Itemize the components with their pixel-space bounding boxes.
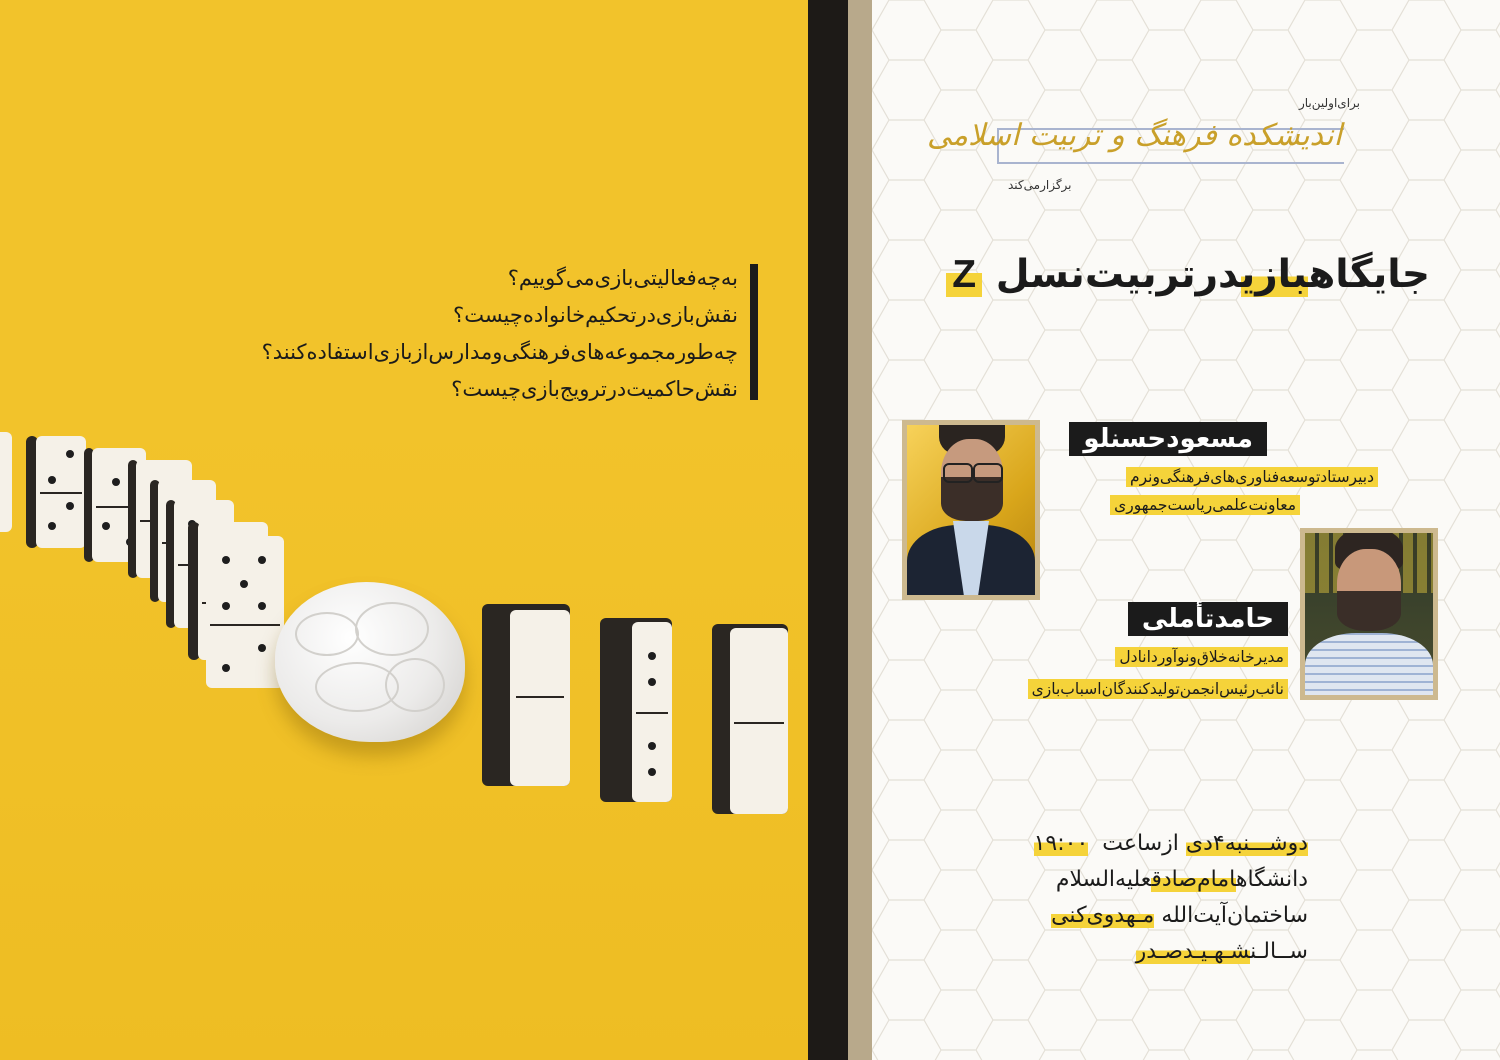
question-item: چه‌طور‌مجموعه‌های‌فرهنگی‌ومدارس‌از‌بازی‌استفاده‌کنند؟ [261,340,738,364]
speaker-portrait [1305,533,1433,695]
university-name: امام‌صادق [1151,867,1236,892]
event-hall [1034,934,1308,970]
building-prefix: ساختمان‌آیت‌الله [1161,903,1308,928]
questions-accent-bar [750,264,758,400]
domino-tile [510,610,570,786]
title-z: Z [946,253,982,297]
title-suffix: در‌تربیت‌نسل [995,252,1241,297]
speaker-photo-1 [902,420,1040,600]
holds-label: برگزار‌می‌کند [1008,178,1072,192]
building-name: مـهدوی‌کنی [1051,903,1155,928]
speaker-portrait [907,425,1035,595]
speaker-role-1b: معاونت‌علمی‌ریاست‌جمهوری [1110,496,1300,514]
event-time: ۱۹:۰۰ [1033,831,1089,856]
center-divider-band [808,0,848,1060]
questions-list [150,260,738,408]
speaker-photo-2 [1300,528,1438,700]
university-prefix: دانشگاه [1235,867,1308,892]
question-item: نقش‌بازی‌در‌تحکیم‌خانواده‌چیست؟ [453,303,738,327]
domino-tile [206,536,284,688]
title-prefix: جایگاه [1308,252,1430,297]
hall-name: شـهـیـد‌صـدر [1135,939,1251,964]
title-highlight: بازی [1240,252,1309,297]
organization-name: اندیشکده فرهنگ و تربیت اسلامی [926,118,1342,153]
event-info [1034,826,1308,970]
speaker-role-2a: مدیر‌خانه‌خلاق‌ونوآور‌دانادل [1115,648,1288,666]
domino-tile [632,622,672,802]
beige-edge-band [848,0,872,1060]
speaker-role-2b: نائب‌رئیس‌انجمن‌تولیدکنندگان‌اسباب‌بازی [1028,680,1288,698]
organization-logo [926,110,1342,180]
event-from-hour: از‌ساعت [1102,831,1179,856]
hall-prefix: ســالـن [1250,939,1308,964]
brain-model [275,582,465,742]
event-day: دوشـــنبه۴دی [1185,831,1308,856]
poster-panel [872,0,1500,1060]
domino-tile [730,628,788,814]
first-time-label: برای‌اولین‌بار [1298,96,1360,110]
question-item: نقش‌حاکمیت‌در‌ترویج‌بازی‌چیست؟ [451,377,738,401]
speaker-name-2: حامد‌تأملی [1128,602,1288,636]
event-university [1034,862,1308,898]
speaker-name-1: مسعود‌حسنلو [1069,422,1267,456]
event-date-time [1034,826,1308,862]
domino-tile [36,436,86,548]
domino-tile [0,432,12,532]
event-building [1034,898,1308,934]
university-suffix: علیه‌السلام [1055,867,1152,892]
question-item: به‌چه‌فعالیتی‌بازی‌می‌گوییم؟ [507,266,738,290]
event-title [946,252,1430,297]
speaker-role-1a: دبیرستاد‌توسعه‌فناوری‌های‌فرهنگی‌ونرم [1126,468,1378,486]
